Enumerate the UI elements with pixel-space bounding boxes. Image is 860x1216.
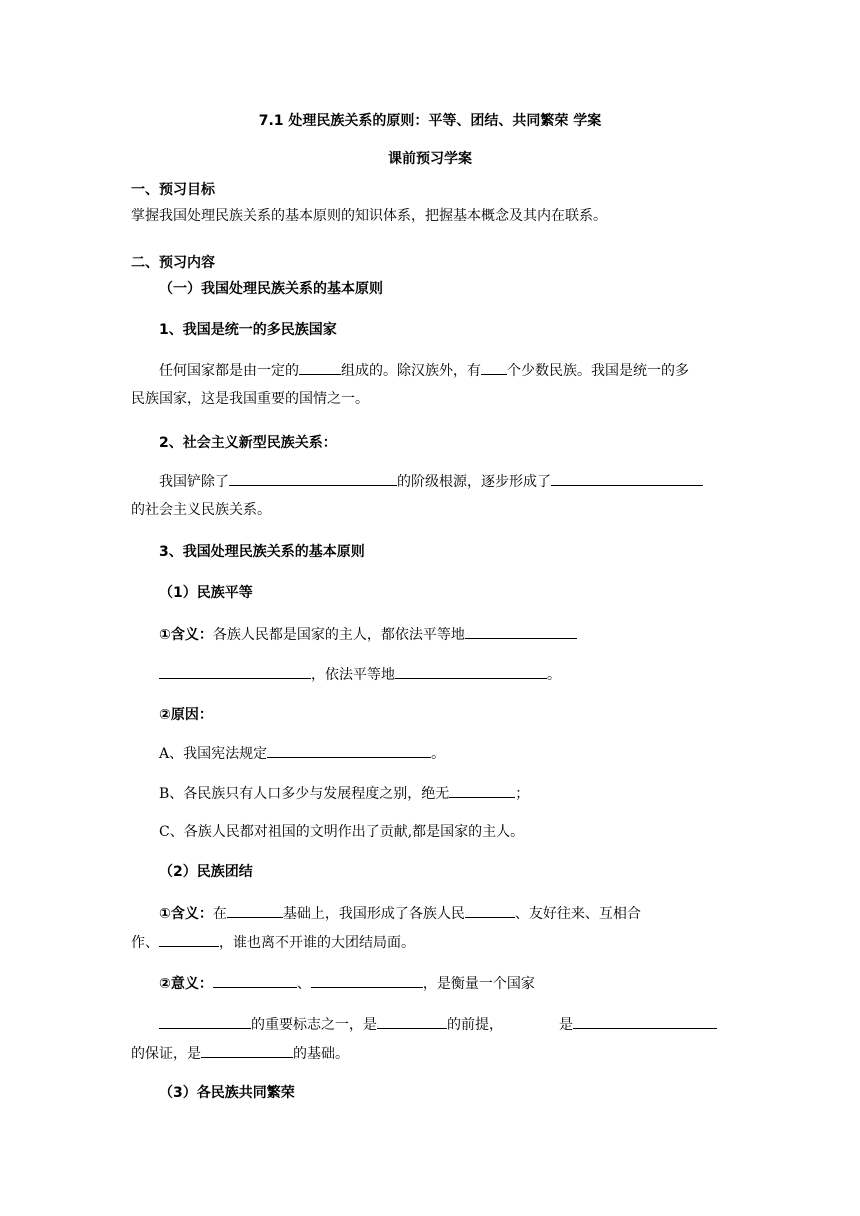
fill-blank (377, 1014, 447, 1029)
text-segment: ，依法平等地 (311, 667, 395, 683)
subsection-heading-principles: （一）我国处理民族关系的基本原则 (159, 281, 383, 297)
equality-reason-c: C、各族人民都对祖国的文明作出了贡献,都是国家的主人。 (159, 824, 525, 840)
fill-blank (395, 664, 547, 679)
fill-blank (201, 1043, 293, 1058)
text-segment: 的基础。 (293, 1046, 349, 1062)
unity-significance-line-2 (159, 1014, 717, 1035)
text-segment: ； (515, 786, 530, 802)
fill-blank (465, 903, 515, 918)
text-segment: 的阶级根源，逐步形成了 (397, 474, 551, 490)
fill-blank (267, 743, 431, 758)
text-segment: 的重要标志之一，是 (251, 1017, 377, 1033)
fill-blank (299, 360, 341, 375)
text-segment: 作、 (131, 935, 159, 951)
point-2-line-1 (159, 471, 703, 492)
unity-significance-line-1 (159, 973, 535, 994)
fill-blank (449, 783, 515, 798)
text-segment: ，是衡量一个国家 (422, 976, 535, 992)
meaning-label: ①含义： (159, 906, 213, 922)
fill-blank (481, 360, 507, 375)
point-heading-2: 2、社会主义新型民族关系： (159, 435, 337, 451)
equality-reason-label: ②原因： (159, 707, 213, 723)
text-segment: 。 (431, 746, 446, 762)
equality-heading: （1）民族平等 (159, 585, 253, 601)
point-heading-1: 1、我国是统一的多民族国家 (159, 322, 337, 338)
text-segment: 任何国家都是由一定的 (159, 363, 299, 379)
fill-blank (551, 471, 703, 486)
fill-blank (159, 932, 219, 947)
unity-meaning-line-2 (131, 932, 415, 953)
text-segment: 、 (296, 976, 311, 992)
fill-blank (573, 1014, 717, 1029)
text-segment: 组成的。除汉族外，有 (341, 363, 481, 379)
section-heading-content: 二、预习内容 (131, 255, 215, 271)
text-segment: 各族人民都是国家的主人，都依法平等地 (212, 627, 465, 643)
significance-label: ②意义： (159, 976, 213, 992)
text-segment: 是 (559, 1017, 573, 1033)
document-subtitle: 课前预习学案 (388, 151, 472, 167)
equality-meaning-line-1 (159, 624, 577, 645)
equality-reason-a (159, 743, 445, 764)
fill-blank (159, 664, 311, 679)
point-1-line-1 (159, 360, 689, 381)
meaning-label: ①含义： (159, 627, 213, 643)
fill-blank (229, 471, 397, 486)
text-segment: B、各民族只有人口多少与发展程度之别，绝无 (159, 786, 450, 802)
unity-significance-line-3 (131, 1043, 349, 1064)
goal-text: 掌握我国处理民族关系的基本原则的知识体系，把握基本概念及其内在联系。 (131, 208, 607, 224)
text-segment: 。 (547, 667, 561, 683)
text-segment: 我国铲除了 (159, 474, 229, 490)
section-heading-goal: 一、预习目标 (131, 182, 215, 198)
text-segment: 基础上，我国形成了各族人民 (282, 906, 465, 922)
unity-heading: （2）民族团结 (159, 864, 253, 880)
text-segment: 的前提， (447, 1017, 503, 1033)
fill-blank (213, 973, 297, 988)
text-segment: 的保证，是 (131, 1046, 201, 1062)
prosperity-heading: （3）各民族共同繁荣 (159, 1085, 295, 1101)
fill-blank (311, 973, 423, 988)
fill-blank (465, 624, 577, 639)
document-title: 7.1 处理民族关系的原则：平等、团结、共同繁荣 学案 (258, 113, 602, 129)
point-heading-3: 3、我国处理民族关系的基本原则 (159, 544, 365, 560)
equality-meaning-line-2 (159, 664, 561, 685)
equality-reason-b (159, 783, 529, 804)
text-segment: ，谁也离不开谁的大团结局面。 (219, 935, 415, 951)
unity-meaning-line-1 (159, 903, 641, 924)
text-segment: 个少数民族。我国是统一的多 (507, 363, 689, 379)
point-2-line-2: 的社会主义民族关系。 (131, 502, 271, 518)
fill-blank (159, 1014, 251, 1029)
point-1-line-2: 民族国家，这是我国重要的国情之一。 (131, 391, 369, 407)
text-segment: 在 (212, 906, 227, 922)
text-segment: 、友好往来、互相合 (514, 906, 641, 922)
fill-blank (227, 903, 283, 918)
text-segment: A、我国宪法规定 (159, 746, 268, 762)
